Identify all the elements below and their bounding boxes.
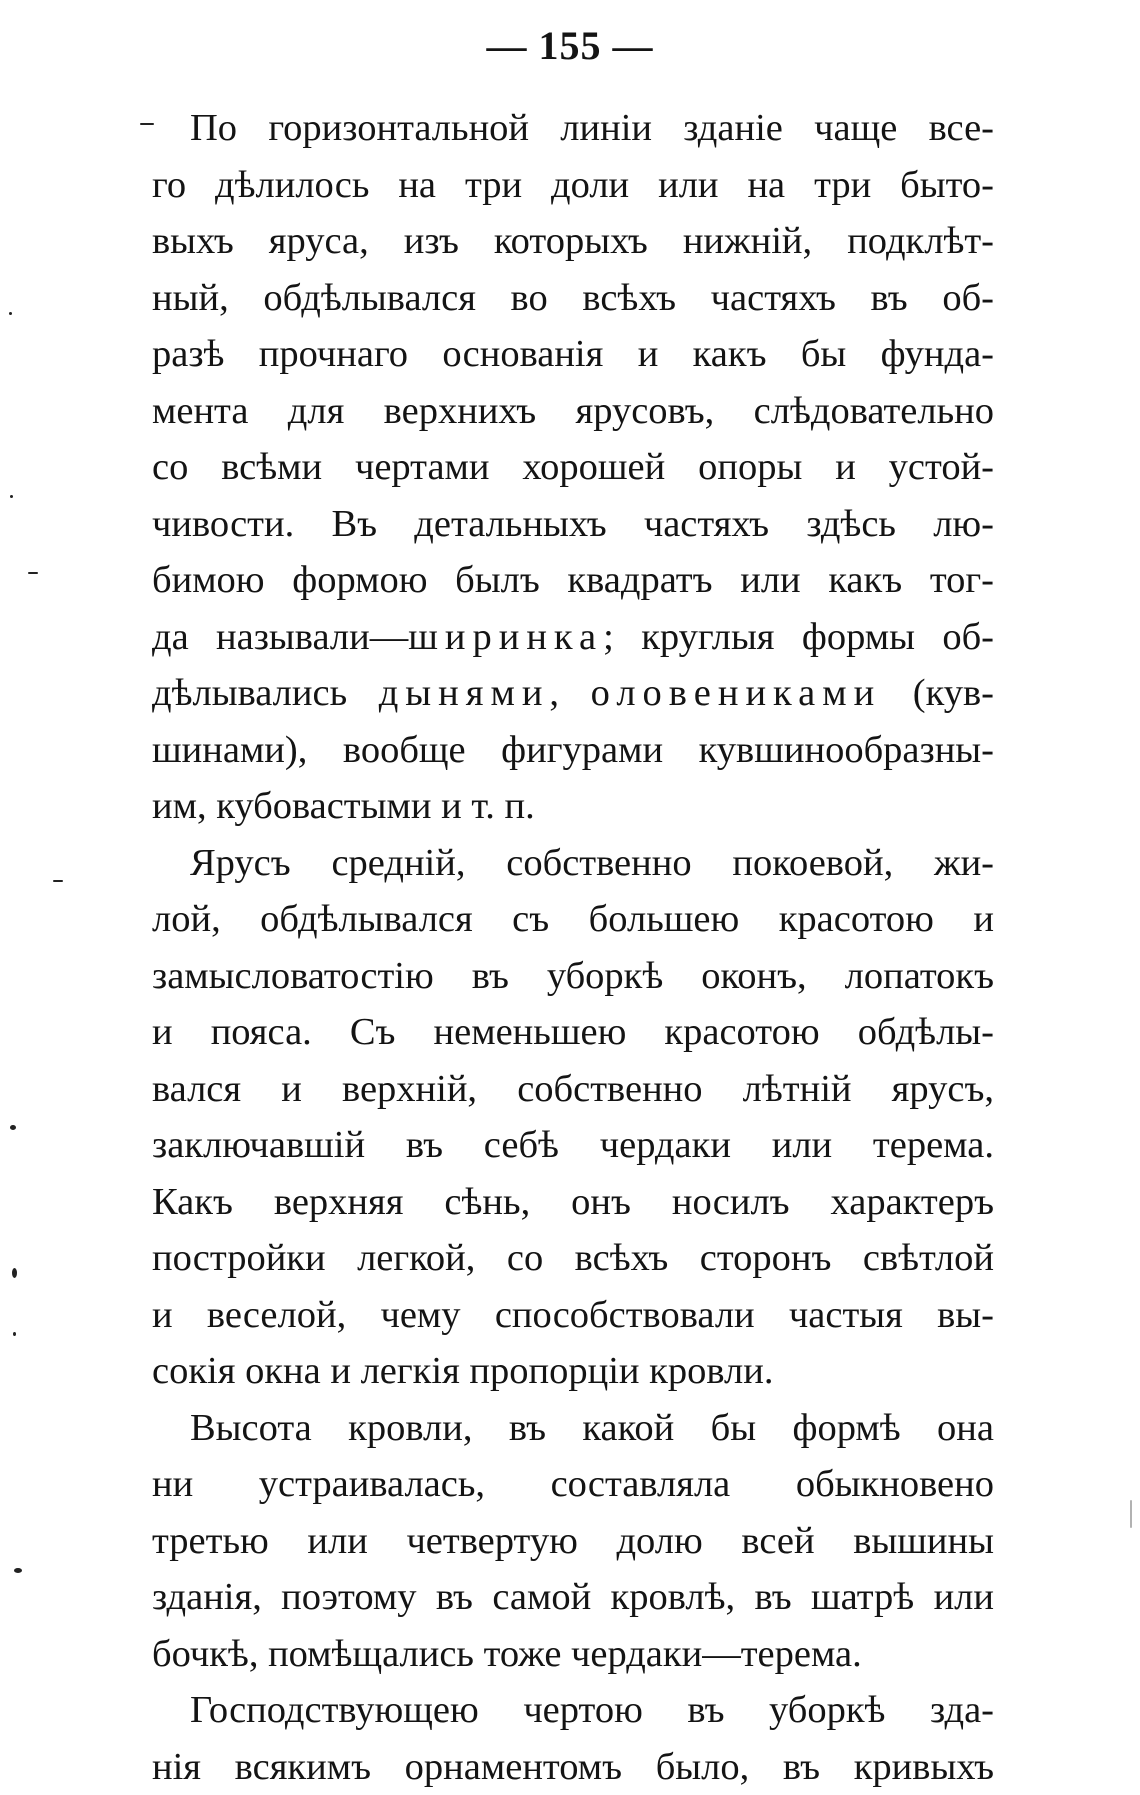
scan-speck [10, 1125, 16, 1130]
scan-speck [13, 1332, 16, 1336]
text-line: мента для верхнихъ ярусовъ, слѣдовательно [152, 383, 994, 440]
text-line: выхъ яруса, изъ которыхъ нижній, подклѣт- [152, 213, 994, 270]
paragraph-3 [152, 1400, 994, 1683]
text-line: ни устраивалась, составляла обыкновено [152, 1456, 994, 1513]
text-line: заключавшій въ себѣ чердаки или терема. [152, 1117, 994, 1174]
text-run: ; круглыя формы об- [603, 616, 994, 658]
text-line: постройки легкой, со всѣхъ сторонъ свѣтлой [152, 1230, 994, 1287]
text-line: и веселой, чему способствовали частыя вы- [152, 1287, 994, 1344]
spaced-term: дынями [379, 672, 550, 714]
text-run: , [549, 672, 590, 714]
text-line: третью или четвертую долю всей вышины [152, 1513, 994, 1570]
paragraph-4 [152, 1682, 994, 1795]
text-run: (кув- [881, 672, 994, 714]
text-line: шинами), вообще фигурами кувшинообразны- [152, 722, 994, 779]
spaced-term: ширинка [408, 616, 603, 658]
text-line: чивости. Въ детальныхъ частяхъ здѣсь лю- [152, 496, 994, 553]
text-line: Высота кровли, въ какой бы формѣ она [152, 1400, 994, 1457]
text-line: разѣ прочнаго основанія и какъ бы фунда- [152, 326, 994, 383]
text-line: замысловатостію въ уборкѣ оконъ, лопатокъ [152, 948, 994, 1005]
text-run: дѣлывались [152, 672, 379, 714]
page-number: — 155 — [0, 22, 1140, 69]
text-line: со всѣми чертами хорошей опоры и устой- [152, 439, 994, 496]
scan-speck [1130, 1500, 1132, 1528]
text-line: вался и верхній, собственно лѣтній ярусъ, [152, 1061, 994, 1118]
scan-speck [10, 495, 13, 498]
scan-speck [12, 1268, 17, 1278]
text-line [152, 665, 994, 722]
text-line: сокія окна и легкія пропорціи кровли. [152, 1343, 994, 1400]
text-line: им, кубовастыми и т. п. [152, 778, 994, 835]
scan-speck [28, 572, 38, 574]
scan-speck [9, 312, 12, 315]
body-text [152, 100, 994, 1795]
text-line: нія всякимъ орнаментомъ было, въ кривыхъ [152, 1739, 994, 1795]
paragraph-1 [152, 100, 994, 835]
text-line: Ярусъ средній, собственно покоевой, жи- [152, 835, 994, 892]
text-line: зданія, поэтому въ самой кровлѣ, въ шатрѣ или [152, 1569, 994, 1626]
text-line: ный, обдѣлывался во всѣхъ частяхъ въ об- [152, 270, 994, 327]
text-line: и пояса. Съ неменьшею красотою обдѣлы- [152, 1004, 994, 1061]
scan-speck [140, 123, 154, 125]
paragraph-2 [152, 835, 994, 1400]
text-run: да называли— [152, 616, 408, 658]
spaced-term: оловениками [591, 672, 882, 714]
text-line: Какъ верхняя сѣнь, онъ носилъ характеръ [152, 1174, 994, 1231]
scan-speck [14, 1568, 22, 1573]
text-line: го дѣлилось на три доли или на три быто- [152, 157, 994, 214]
text-line: лой, обдѣлывался съ большею красотою и [152, 891, 994, 948]
text-line: бимою формою былъ квадратъ или какъ тог- [152, 552, 994, 609]
text-line: бочкѣ, помѣщались тоже чердаки—терема. [152, 1626, 994, 1683]
text-line [152, 609, 994, 666]
text-line: Господствующею чертою въ уборкѣ зда- [152, 1682, 994, 1739]
text-line: По горизонтальной линіи зданіе чаще все- [152, 100, 994, 157]
scan-speck [53, 880, 63, 882]
